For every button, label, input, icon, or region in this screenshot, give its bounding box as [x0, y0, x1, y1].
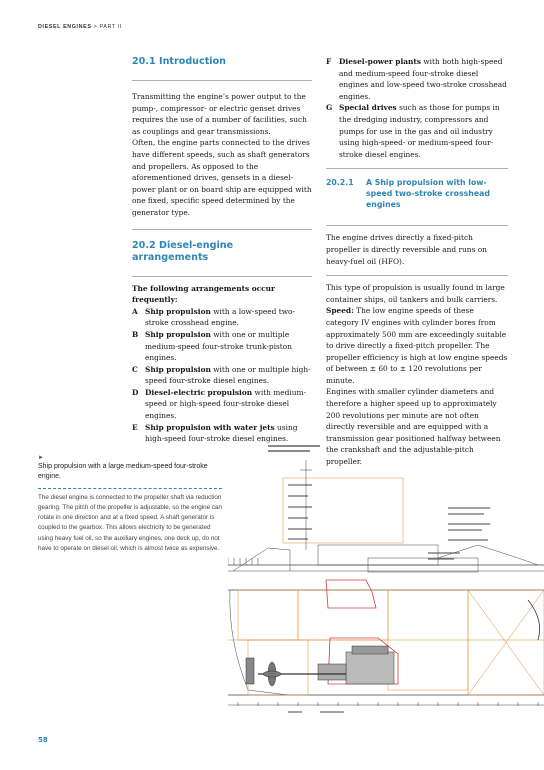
header-chapter: DIESEL ENGINES	[38, 24, 92, 30]
speed-label: Speed:	[326, 306, 354, 316]
list-letter: D	[132, 387, 139, 397]
list-item	[132, 387, 312, 422]
list-text	[339, 102, 508, 160]
caption-title: Ship propulsion with a large medium-speed four-stroke engine.	[38, 463, 208, 481]
list-rest: with one or multiple high-speed four-stroke diesel engines.	[145, 364, 311, 386]
arrangement-list-continued	[326, 56, 508, 160]
arrow-right-icon: ►	[38, 455, 44, 461]
running-header	[38, 24, 122, 30]
list-bold: Ship propulsion	[145, 364, 211, 374]
caption-divider	[38, 488, 222, 489]
divider	[132, 80, 312, 81]
list-letter: C	[132, 364, 138, 374]
list-rest: with both high-speed and medium-speed four-stroke diesel engines and low-speed two-stroke crosshead engines.	[339, 57, 507, 101]
list-letter: G	[326, 103, 333, 113]
list-text	[339, 56, 508, 102]
list-item	[132, 364, 312, 387]
subsection-number: 20.2.1	[326, 178, 354, 188]
arrangements-heading: 20.2 Diesel-engine arrangements	[132, 239, 234, 263]
list-rest: with one or multiple medium-speed four-stroke trunk-piston engines.	[145, 329, 292, 363]
right-column	[326, 56, 508, 468]
subsection-title: A Ship propulsion with low-speed two-stroke crosshead engines	[366, 178, 490, 210]
subsection-heading	[326, 177, 508, 210]
spacer	[132, 219, 312, 229]
list-letter: F	[326, 57, 332, 66]
list-rest: with a low-speed two-stroke crosshead engine.	[145, 306, 295, 328]
list-item	[132, 306, 312, 329]
list-bold: Special drives	[339, 103, 397, 113]
speed-text: The low engine speeds of these category IV engines with cylinder bores from approximately 500 mm are exceedingly suitable to drive directly a fixed-pitch propeller. The propeller efficiency is high at low engine speeds of between ± 60 to ± 120 revolutions per minute.	[326, 306, 508, 385]
list-rest: with medium-speed or high-speed four-stroke diesel engines.	[145, 387, 307, 421]
ship-cross-section-drawing	[228, 440, 544, 718]
list-bold: Ship propulsion	[145, 329, 211, 339]
list-item	[132, 329, 312, 364]
list-text	[145, 329, 312, 364]
list-text	[145, 387, 312, 422]
list-text	[145, 364, 312, 387]
divider	[326, 225, 508, 226]
header-part: PART II	[99, 24, 122, 30]
body-paragraph-2: This type of propulsion is usually found in large container ships, oil tankers and bulk carriers.	[326, 283, 505, 304]
body-paragraph-3	[326, 305, 508, 386]
list-letter: A	[132, 306, 138, 316]
caption-body: The diesel engine is connected to the propeller shaft via reduction gearing. The pitch of the propeller is adjustable, so the engine can rotate in one direction and at a fixed speed. A shaft generator is coupled to the gearbox. This allows electricity to be generated using heavy fuel oil, so the auxiliary engines, one deck up, do not have to operate on diesel oil, which is almost twice as expensive.	[38, 493, 223, 552]
list-item	[326, 102, 508, 160]
list-rest: using high-speed four-stroke diesel engines.	[145, 422, 298, 444]
intro-paragraph-1: Transmitting the engine’s power output to the pump-, compressor- or electric genset drives requires the use of a number of facilities, such as couplings and gear transmissions.	[132, 92, 307, 136]
divider	[326, 275, 508, 276]
list-item	[326, 56, 508, 102]
arrangement-list	[132, 306, 312, 445]
page-number: 58	[38, 736, 48, 744]
body-paragraph-4: Engines with smaller cylinder diameters and therefore a higher speed up to approximately 200 revolutions per minute are not often directly reversible and are equipped with a transmission gear positioned halfway between the crankshaft and the adjustable-pitch propeller.	[326, 387, 501, 467]
divider	[132, 276, 312, 277]
divider	[326, 168, 508, 169]
arrangements-lead: The following arrangements occur frequently:	[132, 283, 275, 305]
intro-paragraph-2: Often, the engine parts connected to the drives have different speeds, such as shaft generators and propellers. As opposed to the aforementioned drives, gensets in a diesel-power plant or on board ship are equipped with one fixed, specific speed determined by the generator type.	[132, 138, 312, 217]
list-text	[145, 306, 312, 329]
list-bold: Diesel-power plants	[339, 57, 421, 66]
intro-heading: 20.1 Introduction	[132, 56, 226, 67]
list-letter: B	[132, 329, 139, 339]
list-bold: Diesel-electric propulsion	[145, 387, 253, 397]
left-column	[132, 56, 312, 445]
list-bold: Ship propulsion	[145, 306, 211, 316]
body-paragraph-1: The engine drives directly a fixed-pitch propeller is directly reversible and runs on heavy-fuel oil (HFO).	[326, 233, 487, 266]
figure-caption	[38, 454, 224, 554]
header-separator: >	[91, 24, 100, 30]
list-letter: E	[132, 422, 138, 432]
divider	[132, 229, 312, 230]
list-bold: Ship propulsion with water jets	[145, 422, 275, 432]
list-rest: such as those for pumps in the dredging industry, compressors and pumps for use in the gas and oil industry using high-speed- or medium-speed four-stroke diesel engines.	[339, 103, 500, 159]
